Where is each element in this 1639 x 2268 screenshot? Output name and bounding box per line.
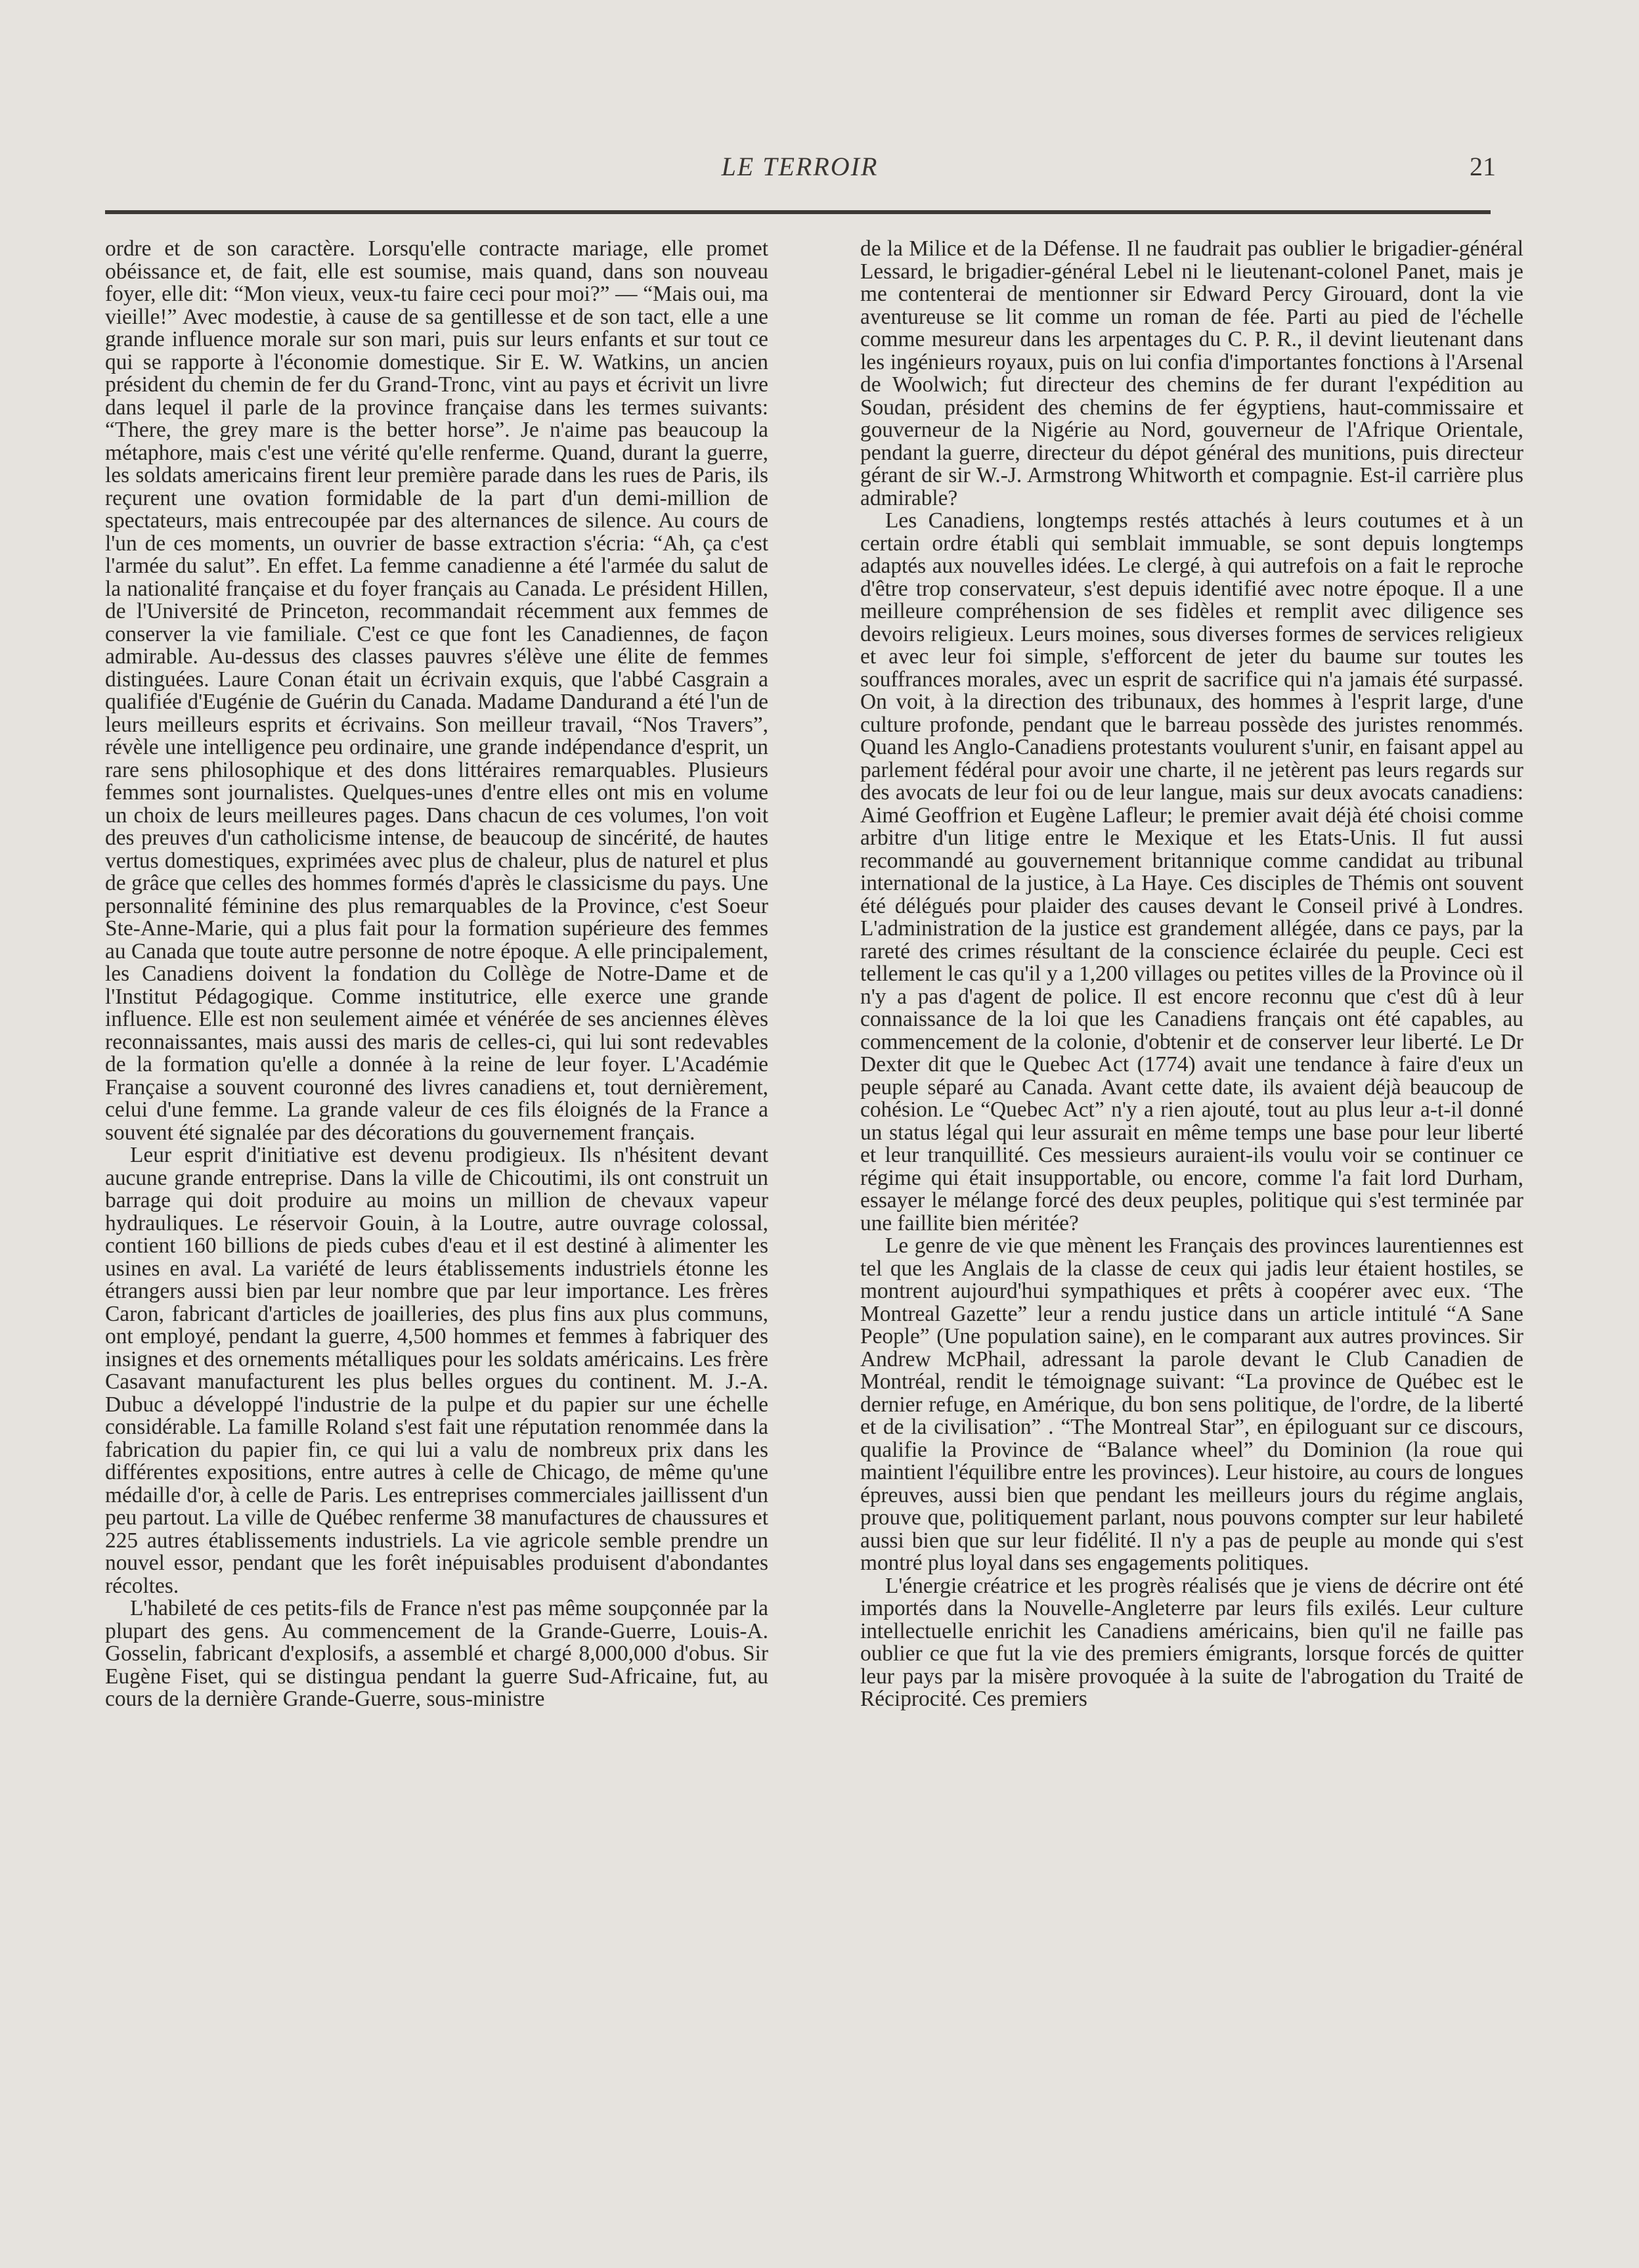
page-header [104, 151, 1496, 197]
right-column [860, 238, 1523, 1711]
paragraph: de la Milice et de la Défense. Il ne faudrait pas oublier le brigadier-général Lessard, le brigadier-général Lebel ni le lieutenant-colonel Panet, mais je me contenterai de mentionner sir Edward Percy Girouard, dont la vie aventureuse se lit comme un roman de fée. Parti au pied de l'échelle comme mesureur dans les arpentages du C. P. R., il devint lieutenant dans les ingénieurs royaux, puis on lui confia d'importantes fonctions à l'Arsenal de Woolwich; fut directeur des chemins de fer durant l'expédition au Soudan, président des chemins de fer égyptiens, haut-commissaire et gouverneur de la Nigérie au Nord, gouverneur de l'Afrique Orientale, pendant la guerre, directeur du dépot général des munitions, puis directeur gérant de sir W.-J. Armstrong Whitworth et compagnie. Est-il carrière plus admirable? [860, 236, 1523, 510]
paragraph: L'habileté de ces petits-fils de France n'est pas même soupçonnée par la plupart des gens. Au commencement de la Grande-Guerre, Louis-A. Gosselin, fabricant d'explosifs, a assemblé et chargé 8,000,000 d'obus. Sir Eugène Fiset, qui se distingua pendant la guerre Sud-Africaine, fut, au cours de la dernière Grande-Guerre, sous-ministre [105, 1596, 768, 1711]
left-column [105, 238, 768, 1711]
journal-title: LE TERROIR [721, 152, 879, 181]
paragraph: Les Canadiens, longtemps restés attachés à leurs coutumes et à un certain ordre établi qui semblait immuable, se sont depuis longtemps adaptés aux nouvelles idées. Le clergé, à qui autrefois on a fait le reproche d'être trop conservateur, s'est depuis identifié avec notre époque. Il a une meilleure compréhension de ses fidèles et remplit avec diligence ses devoirs religieux. Leurs moines, sous diverses formes de services religieux et avec leur foi simple, s'efforcent de jeter du baume sur toutes les souffrances morales, avec un esprit de sacrifice qui n'a jamais été surpassé. On voit, à la direction des tribunaux, des hommes à l'esprit large, d'une culture profonde, pendant que le barreau possède des juristes renommés. Quand les Anglo-Canadiens protestants voulurent s'unir, en faisant appel au parlement fédéral pour avoir une charte, il ne jetèrent pas leurs regards sur des avocats de leur foi ou de leur langue, mais sur deux avocats canadiens: Aimé Geoffrion et Eugène Lafleur; le premier avait déjà été choisi comme arbitre d'un litige entre le Mexique et les Etats-Unis. Il fut aussi recommandé au gouvernement britannique comme candidat au tribunal international de la justice, à La Haye. Ces disciples de Thémis ont souvent été délégués pour plaider des causes devant le Conseil privé à Londres. L'administration de la justice est grandement allégée, dans ce pays, par la rareté des crimes résultant de la conscience éclairée du peuple. Ceci est tellement le cas qu'il y a 1,200 villages ou petites villes de la Province où il n'y a pas d'agent de police. Il est encore reconnu que c'est dû à leur connaissance de la loi que les Canadiens français ont été capables, au commencement de la colonie, d'obtenir et de conserver leur liberté. Le Dr Dexter dit que le Quebec Act (1774) avait une tendance à faire d'eux un peuple séparé au Canada. Avant cette date, ils avaient déjà beaucoup de cohésion. Le “Quebec Act” n'y a rien ajouté, tout au plus leur a-t-il donné un status légal qui leur assurait en même temps une base pour leur liberté et leur tranquillité. Ces messieurs auraient-ils voulu voir se continuer ce régime qui était insupportable, ou encore, comme l'a fait lord Durham, essayer le mélange forcé des deux peuples, politique qui s'est terminée par une faillite bien méritée? [860, 508, 1523, 1235]
page-number: 21 [1470, 152, 1496, 181]
paragraph: Le genre de vie que mènent les Français des provinces laurentiennes est tel que les Anglais de la classe de ceux qui jadis leur étaient hostiles, se montrent aujourd'hui sympathiques et prêts à coopérer avec eux. ‘The Montreal Gazette” leur a rendu justice dans un article intitulé “A Sane People” (Une population saine), en le comparant aux autres provinces. Sir Andrew McPhail, adressant la parole devant le Club Canadien de Montréal, rendit le témoignage suivant: “La province de Québec est le dernier refuge, en Amérique, du bon sens politique, de l'ordre, de la liberté et de la civilisation” . “The Montreal Star”, en épiloguant sur ce discours, qualifie la Province de “Balance wheel” du Dominion (la roue qui maintient l'équilibre entre les provinces). Leur histoire, au cours de longues épreuves, aussi bien que pendant les meilleurs jours du régime anglais, prouve que, politiquement parlant, nous pouvons compter sur leur habileté aussi bien que sur leur fidélité. Il n'y a pas de peuple au monde qui s'est montré plus loyal dans ses engagements politiques. [860, 1234, 1523, 1575]
header-rule [105, 210, 1491, 214]
paragraph: ordre et de son caractère. Lorsqu'elle contracte mariage, elle promet obéissance et, de fait, elle est soumise, mais quand, dans son nouveau foyer, elle dit: “Mon vieux, veux-tu faire ceci pour moi?” — “Mais oui, ma vieille!” Avec modestie, à cause de sa gentillesse et de son tact, elle a une grande influence morale sur son mari, puis sur leurs enfants et sur tout ce qui se rapporte à l'économie domestique. Sir E. W. Watkins, un ancien président du chemin de fer du Grand-Tronc, vint au pays et écrivit un livre dans lequel il parle de la province française dans les termes suivants: “There, the grey mare is the better horse”. Je n'aime pas beaucoup la métaphore, mais c'est une vérité qu'elle renferme. Quand, durant la guerre, les soldats americains firent leur première parade dans les rues de Paris, ils reçurent une ovation formidable de la part d'un demi-million de spectateurs, mais entrecoupée par des alternances de silence. Au cours de l'un de ces moments, un ouvrier de basse extraction s'écria: “Ah, ça c'est l'armée du salut”. En effet. La femme canadienne a été l'armée du salut de la nationalité française et du foyer français au Canada. Le président Hillen, de l'Université de Princeton, recommandait récemment aux femmes de conserver la vie familiale. C'est ce que font les Canadiennes, de façon admirable. Au-dessus des classes pauvres s'élève une élite de femmes distinguées. Laure Conan était un écrivain exquis, que l'abbé Casgrain a qualifiée d'Eugénie de Guérin du Canada. Madame Dandurand a été l'un de leurs meilleurs esprits et écrivains. Son meilleur travail, “Nos Travers”, révèle une intelligence peu ordinaire, une grande indépendance d'esprit, un rare sens philosophique et des dons littéraires remarquables. Plusieurs femmes sont journalistes. Quelques-unes d'entre elles ont mis en volume un choix de leurs meilleures pages. Dans chacun de ces volumes, l'on voit des preuves d'un catholicisme intense, de beaucoup de sincérité, de hautes vertus domestiques, exprimées avec plus de chaleur, plus de naturel et plus de grâce que celles des hommes formés d'après le classicisme du pays. Une personnalité féminine des plus remarquables de la Province, c'est Soeur Ste-Anne-Marie, qui a plus fait pour la formation supérieure des femmes au Canada que toute autre personne de notre époque. A elle principalement, les Canadiens doivent la fondation du Collège de Notre-Dame et de l'Institut Pédagogique. Comme institutrice, elle exerce une grande influence. Elle est non seulement aimée et vénérée de ses anciennes élèves reconnaissantes, mais aussi des maris de celles-ci, qui lui sont redevables de la formation qu'elle a donnée à la reine de leur foyer. L'Académie Française a souvent couronné des livres canadiens et, tout dernièrement, celui d'une femme. La grande valeur de ces fils éloignés de la France a souvent été signalée par des décorations du gouvernement français. [105, 236, 768, 1145]
paragraph: L'énergie créatrice et les progrès réalisés que je viens de décrire ont été importés dans la Nouvelle-Angleterre par leurs fils exilés. Leur culture intellectuelle enrichit les Canadiens américains, bien qu'il ne faille pas oublier ce que fut la vie des premiers émigrants, lorsque forcés de quitter leur pays par la misère provoquée à la suite de l'abrogation du Traité de Réciprocité. Ces premiers [860, 1573, 1523, 1711]
paragraph: Leur esprit d'initiative est devenu prodigieux. Ils n'hésitent devant aucune grande entreprise. Dans la ville de Chicoutimi, ils ont construit un barrage qui doit produire au moins un million de chevaux vapeur hydrauliques. Le réservoir Gouin, à la Loutre, autre ouvrage colossal, contient 160 billions de pieds cubes d'eau et il est destiné à alimenter les usines en aval. La variété de leurs établissements industriels étonne les étrangers aussi bien par leur nombre que par leur importance. Les frères Caron, fabricant d'articles de joailleries, des plus fins aux plus communs, ont employé, pendant la guerre, 4,500 hommes et femmes à fabriquer des insignes et des ornements métalliques pour les soldats américains. Les frère Casavant manufacturent les plus belles orgues du continent. M. J.-A. Dubuc a développé l'industrie de la pulpe et du papier sur une échelle considérable. La famille Roland s'est fait une réputation renommée dans la fabrication du papier fin, ce qui lui a valu de nombreux prix dans les différentes expositions, entre autres à celle de Chicago, de même qu'une médaille d'or, à celle de Paris. Les entreprises commerciales jaillissent d'un peu partout. La ville de Québec renferme 38 manufactures de chaussures et 225 autres établissements industriels. La vie agricole semble prendre un nouvel essor, pendant que les forêt inépuisables produisent d'abondantes récoltes. [105, 1143, 768, 1598]
